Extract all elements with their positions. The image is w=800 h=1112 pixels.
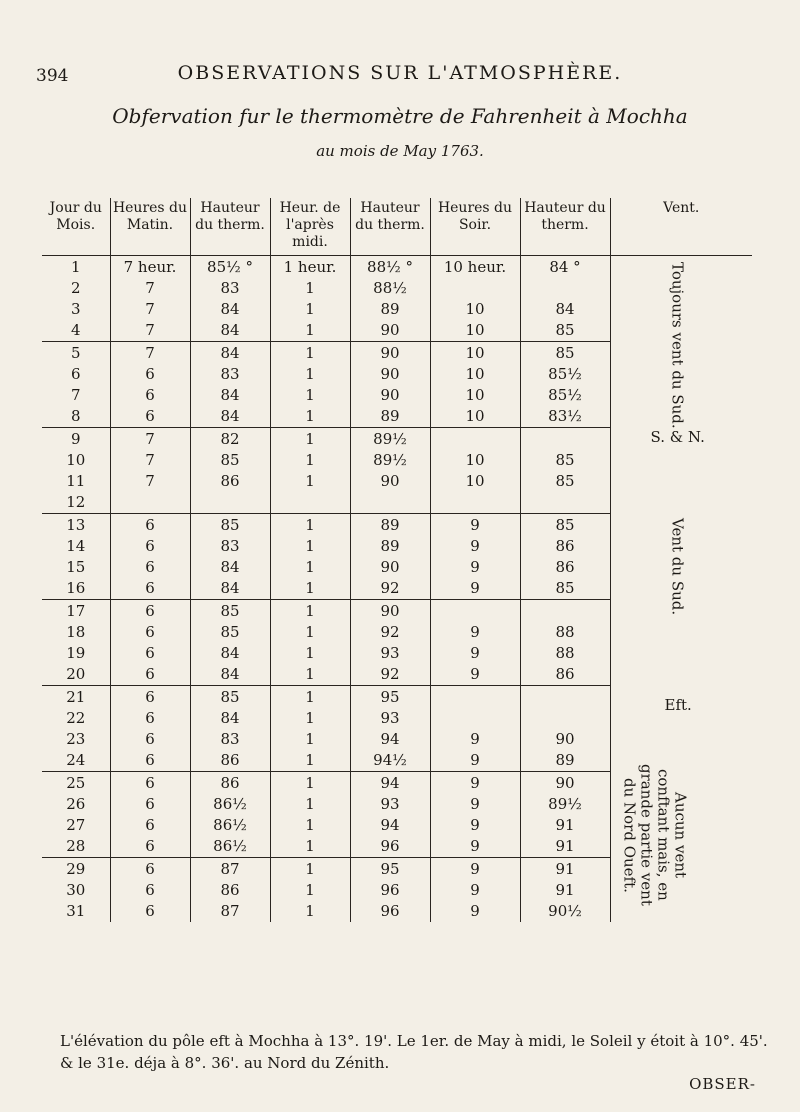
cell-evening-hour: 9: [430, 578, 520, 600]
cell-evening-hour: 9: [430, 901, 520, 922]
cell-day: 28: [42, 836, 110, 858]
cell-evening-temp: 84 °: [520, 256, 610, 278]
cell-afternoon-temp: 89: [350, 514, 430, 536]
cell-afternoon-hour: 1: [270, 428, 350, 450]
header-evening-hour: Heures du Soir.: [430, 198, 520, 256]
cell-evening-temp: [520, 600, 610, 622]
cell-afternoon-hour: 1: [270, 643, 350, 664]
page-title: Obfervation fur le thermomètre de Fahrenheit à Mochha: [112, 104, 688, 128]
cell-afternoon-temp: 95: [350, 686, 430, 708]
cell-morning-temp: 86: [190, 772, 270, 794]
cell-evening-hour: 10: [430, 385, 520, 406]
cell-morning-hour: 6: [110, 535, 190, 556]
cell-evening-temp: 85: [520, 342, 610, 364]
cell-evening-temp: [520, 686, 610, 708]
cell-evening-hour: [430, 686, 520, 708]
cell-morning-hour: 7: [110, 471, 190, 492]
cell-afternoon-temp: 94½: [350, 750, 430, 772]
cell-afternoon-hour: 1: [270, 514, 350, 536]
running-head: OBSERVATIONS SUR L'ATMOSPHÈRE.: [177, 62, 623, 84]
cell-morning-temp: 85: [190, 514, 270, 536]
cell-day: 22: [66, 708, 86, 727]
cell-evening-hour: 10: [430, 363, 520, 384]
cell-afternoon-hour: 1: [270, 901, 350, 922]
cell-evening-temp: 86: [520, 557, 610, 578]
cell-afternoon-hour: 1: [270, 578, 350, 600]
cell-day: 6: [70, 364, 81, 383]
cell-evening-temp: [520, 707, 610, 728]
cell-evening-hour: 9: [430, 836, 520, 858]
cell-evening-temp: 90: [520, 772, 610, 794]
cell-day: 11: [66, 472, 86, 491]
cell-afternoon-hour: 1: [270, 320, 350, 342]
cell-day: 13: [66, 515, 86, 534]
cell-day: 29: [66, 859, 86, 878]
cell-evening-hour: 9: [430, 815, 520, 836]
cell-evening-hour: 9: [430, 858, 520, 880]
cell-afternoon-hour: 1: [270, 600, 350, 622]
cell-afternoon-temp: 96: [350, 879, 430, 900]
cell-afternoon-temp: 94: [350, 772, 430, 794]
cell-morning-hour: 6: [110, 901, 190, 922]
cell-afternoon-temp: 92: [350, 621, 430, 642]
cell-afternoon-temp: 92: [350, 578, 430, 600]
cell-afternoon-temp: 93: [350, 643, 430, 664]
header-morning-temp: Hauteur du therm.: [190, 198, 270, 256]
cell-morning-temp: 85: [190, 621, 270, 642]
cell-afternoon-hour: 1: [270, 772, 350, 794]
cell-day: 7: [70, 386, 81, 405]
cell-day: 15: [66, 558, 86, 577]
cell-evening-temp: 89: [520, 750, 610, 772]
cell-afternoon-temp: 94: [350, 729, 430, 750]
cell-afternoon-temp: 90: [350, 320, 430, 342]
header-afternoon-hour: Heur. de l'après midi.: [270, 198, 350, 256]
header-row: [42, 198, 752, 256]
cell-morning-temp: 83: [190, 729, 270, 750]
table-row: [42, 256, 752, 278]
cell-day: 18: [66, 622, 86, 641]
cell-day: 17: [66, 601, 86, 620]
header-evening-temp: Hauteur du therm.: [520, 198, 610, 256]
cell-morning-temp: 85: [190, 449, 270, 470]
cell-day: 25: [66, 773, 86, 792]
cell-evening-temp: 91: [520, 836, 610, 858]
cell-morning-hour: [110, 492, 190, 514]
cell-morning-temp: 84: [190, 643, 270, 664]
cell-day: 4: [42, 320, 110, 342]
cell-afternoon-hour: 1: [270, 836, 350, 858]
cell-evening-temp: [520, 428, 610, 450]
cell-morning-temp: 86: [190, 471, 270, 492]
header-wind: Vent.: [610, 198, 752, 256]
cell-evening-temp: 83½: [520, 406, 610, 428]
cell-afternoon-temp: 95: [350, 858, 430, 880]
cell-afternoon-hour: 1: [270, 664, 350, 686]
cell-morning-temp: 86: [190, 750, 270, 772]
cell-day: 2: [70, 278, 81, 297]
cell-afternoon-hour: 1: [270, 793, 350, 814]
cell-morning-hour: 6: [110, 621, 190, 642]
cell-evening-hour: [430, 277, 520, 298]
cell-evening-hour: 9: [430, 557, 520, 578]
cell-evening-temp: 88: [520, 621, 610, 642]
cell-afternoon-temp: 89: [350, 406, 430, 428]
cell-afternoon-hour: [270, 492, 350, 514]
cell-day: 3: [70, 300, 81, 319]
cell-morning-temp: 85½ °: [190, 256, 270, 278]
cell-afternoon-hour: 1: [270, 750, 350, 772]
cell-afternoon-hour: 1: [270, 858, 350, 880]
cell-morning-hour: 7: [110, 299, 190, 320]
cell-afternoon-temp: 90: [350, 385, 430, 406]
cell-evening-hour: 10 heur.: [430, 256, 520, 278]
header-day: Jour du Mois.: [42, 198, 110, 256]
cell-morning-temp: 86½: [190, 815, 270, 836]
cell-evening-hour: [430, 600, 520, 622]
cell-morning-temp: 84: [190, 320, 270, 342]
cell-morning-hour: 6: [110, 879, 190, 900]
cell-evening-hour: 9: [430, 750, 520, 772]
cell-afternoon-temp: 90: [350, 342, 430, 364]
cell-morning-temp: 84: [190, 578, 270, 600]
cell-morning-hour: 6: [110, 686, 190, 708]
cell-evening-temp: 90½: [520, 901, 610, 922]
cell-afternoon-hour: 1: [270, 729, 350, 750]
cell-evening-temp: [520, 277, 610, 298]
cell-afternoon-hour: 1: [270, 277, 350, 298]
cell-afternoon-hour: 1: [270, 299, 350, 320]
cell-evening-hour: 9: [430, 793, 520, 814]
cell-evening-hour: 10: [430, 320, 520, 342]
cell-evening-hour: 9: [430, 879, 520, 900]
cell-day: 26: [66, 794, 86, 813]
cell-evening-hour: 10: [430, 471, 520, 492]
cell-evening-hour: 9: [430, 621, 520, 642]
cell-morning-temp: 85: [190, 600, 270, 622]
cell-evening-temp: 91: [520, 879, 610, 900]
cell-afternoon-temp: 88½: [350, 277, 430, 298]
cell-morning-hour: 6: [110, 643, 190, 664]
cell-morning-hour: 6: [110, 729, 190, 750]
cell-morning-temp: 86½: [190, 793, 270, 814]
cell-morning-hour: 6: [110, 514, 190, 536]
cell-morning-hour: 7: [110, 320, 190, 342]
cell-morning-temp: 84: [190, 342, 270, 364]
cell-afternoon-temp: 96: [350, 901, 430, 922]
cell-morning-temp: 83: [190, 363, 270, 384]
cell-evening-temp: 85: [520, 514, 610, 536]
cell-afternoon-temp: 89½: [350, 449, 430, 470]
cell-afternoon-hour: 1: [270, 621, 350, 642]
cell-afternoon-hour: 1: [270, 557, 350, 578]
cell-evening-hour: 10: [430, 342, 520, 364]
cell-day: 23: [66, 730, 86, 749]
cell-day: 14: [66, 536, 86, 555]
cell-afternoon-temp: 89: [350, 299, 430, 320]
cell-morning-hour: 7: [110, 428, 190, 450]
cell-evening-temp: 88: [520, 643, 610, 664]
cell-morning-temp: 82: [190, 428, 270, 450]
cell-morning-hour: 7 heur.: [110, 256, 190, 278]
cell-evening-temp: 85½: [520, 363, 610, 384]
cell-afternoon-temp: 93: [350, 707, 430, 728]
wind-note-northwest: Aucun vent conftant mais, en grande partie vent du Nord Oueft.: [620, 764, 690, 906]
cell-day: 30: [66, 880, 86, 899]
cell-morning-hour: 6: [110, 385, 190, 406]
cell-day: 10: [66, 450, 86, 469]
cell-day: 24: [42, 750, 110, 772]
footer-note: L'élévation du pôle eft à Mochha à 13°. 19'. Le 1er. de May à midi, le Soleil y étoit à 10°. 45'. & le 31e. déja à 8°. 36'. au Nord du Zénith.: [60, 1032, 768, 1072]
cell-evening-hour: 9: [430, 514, 520, 536]
wind-column: [610, 256, 752, 922]
cell-morning-hour: 6: [110, 557, 190, 578]
cell-day: 12: [42, 492, 110, 514]
cell-evening-temp: 86: [520, 664, 610, 686]
cell-afternoon-temp: 88½ °: [350, 256, 430, 278]
cell-afternoon-temp: 90: [350, 600, 430, 622]
cell-morning-hour: 6: [110, 600, 190, 622]
cell-evening-hour: 10: [430, 449, 520, 470]
cell-morning-hour: 6: [110, 836, 190, 858]
cell-day: 8: [42, 406, 110, 428]
cell-afternoon-hour: 1: [270, 385, 350, 406]
cell-morning-temp: 87: [190, 901, 270, 922]
cell-morning-temp: 85: [190, 686, 270, 708]
cell-day: 16: [42, 578, 110, 600]
cell-afternoon-temp: 89: [350, 535, 430, 556]
cell-afternoon-hour: 1: [270, 879, 350, 900]
cell-evening-temp: 91: [520, 815, 610, 836]
cell-morning-temp: [190, 492, 270, 514]
cell-evening-hour: 9: [430, 664, 520, 686]
page-subtitle: au mois de May 1763.: [316, 142, 484, 160]
cell-evening-temp: 84: [520, 299, 610, 320]
cell-evening-hour: [430, 707, 520, 728]
cell-afternoon-temp: 96: [350, 836, 430, 858]
cell-afternoon-temp: 90: [350, 471, 430, 492]
page-number: 394: [36, 66, 69, 86]
cell-afternoon-hour: 1 heur.: [270, 256, 350, 278]
cell-evening-temp: [520, 492, 610, 514]
cell-morning-hour: 6: [110, 406, 190, 428]
cell-evening-hour: 9: [430, 643, 520, 664]
cell-morning-temp: 83: [190, 277, 270, 298]
wind-note-south-north: S. & N.: [650, 428, 705, 446]
cell-morning-temp: 84: [190, 557, 270, 578]
cell-morning-hour: 6: [110, 793, 190, 814]
cell-morning-hour: 6: [110, 707, 190, 728]
cell-evening-temp: 85½: [520, 385, 610, 406]
cell-morning-hour: 6: [110, 363, 190, 384]
cell-evening-temp: 85: [520, 449, 610, 470]
cell-evening-temp: 85: [520, 320, 610, 342]
cell-day: 20: [42, 664, 110, 686]
catchword: OBSER-: [689, 1075, 756, 1093]
cell-day: 21: [66, 687, 86, 706]
cell-evening-hour: 9: [430, 729, 520, 750]
cell-morning-temp: 86: [190, 879, 270, 900]
cell-day: 1: [70, 257, 81, 276]
wind-note-south-always: Toujours vent du Sud.: [668, 262, 687, 429]
cell-evening-temp: 91: [520, 858, 610, 880]
cell-afternoon-temp: [350, 492, 430, 514]
cell-evening-hour: 9: [430, 535, 520, 556]
cell-morning-hour: 6: [110, 815, 190, 836]
header-afternoon-temp: Hauteur du therm.: [350, 198, 430, 256]
cell-morning-hour: 6: [110, 664, 190, 686]
cell-evening-hour: 9: [430, 772, 520, 794]
cell-morning-temp: 87: [190, 858, 270, 880]
cell-afternoon-hour: 1: [270, 406, 350, 428]
cell-morning-temp: 84: [190, 385, 270, 406]
cell-afternoon-hour: 1: [270, 686, 350, 708]
header-morning-hour: Heures du Matin.: [110, 198, 190, 256]
cell-morning-hour: 7: [110, 449, 190, 470]
cell-afternoon-temp: 93: [350, 793, 430, 814]
cell-afternoon-hour: 1: [270, 342, 350, 364]
cell-afternoon-temp: 90: [350, 363, 430, 384]
cell-day: 27: [66, 816, 86, 835]
observation-table: [42, 198, 752, 922]
cell-evening-temp: 85: [520, 578, 610, 600]
cell-evening-hour: 10: [430, 299, 520, 320]
wind-note-east: Eft.: [664, 696, 692, 714]
cell-evening-hour: [430, 492, 520, 514]
cell-day: 19: [66, 644, 86, 663]
cell-morning-hour: 6: [110, 858, 190, 880]
cell-day: 31: [66, 902, 86, 921]
cell-evening-temp: 86: [520, 535, 610, 556]
cell-evening-hour: [430, 428, 520, 450]
cell-afternoon-temp: 89½: [350, 428, 430, 450]
cell-morning-hour: 7: [110, 342, 190, 364]
cell-day: 5: [70, 343, 81, 362]
cell-afternoon-temp: 90: [350, 557, 430, 578]
cell-morning-hour: 6: [110, 750, 190, 772]
table-body: [42, 256, 752, 922]
cell-morning-temp: 84: [190, 406, 270, 428]
cell-morning-hour: 7: [110, 277, 190, 298]
cell-morning-temp: 83: [190, 535, 270, 556]
cell-day: 9: [70, 429, 81, 448]
cell-morning-hour: 6: [110, 772, 190, 794]
cell-afternoon-temp: 94: [350, 815, 430, 836]
cell-morning-temp: 84: [190, 299, 270, 320]
cell-evening-temp: 85: [520, 471, 610, 492]
cell-afternoon-hour: 1: [270, 471, 350, 492]
cell-afternoon-temp: 92: [350, 664, 430, 686]
wind-note-south: Vent du Sud.: [668, 518, 687, 616]
cell-morning-temp: 84: [190, 664, 270, 686]
cell-evening-temp: 90: [520, 729, 610, 750]
cell-morning-temp: 86½: [190, 836, 270, 858]
cell-afternoon-hour: 1: [270, 815, 350, 836]
cell-evening-temp: 89½: [520, 793, 610, 814]
cell-afternoon-hour: 1: [270, 449, 350, 470]
cell-morning-hour: 6: [110, 578, 190, 600]
cell-afternoon-hour: 1: [270, 363, 350, 384]
cell-afternoon-hour: 1: [270, 707, 350, 728]
cell-afternoon-hour: 1: [270, 535, 350, 556]
cell-morning-temp: 84: [190, 707, 270, 728]
cell-evening-hour: 10: [430, 406, 520, 428]
